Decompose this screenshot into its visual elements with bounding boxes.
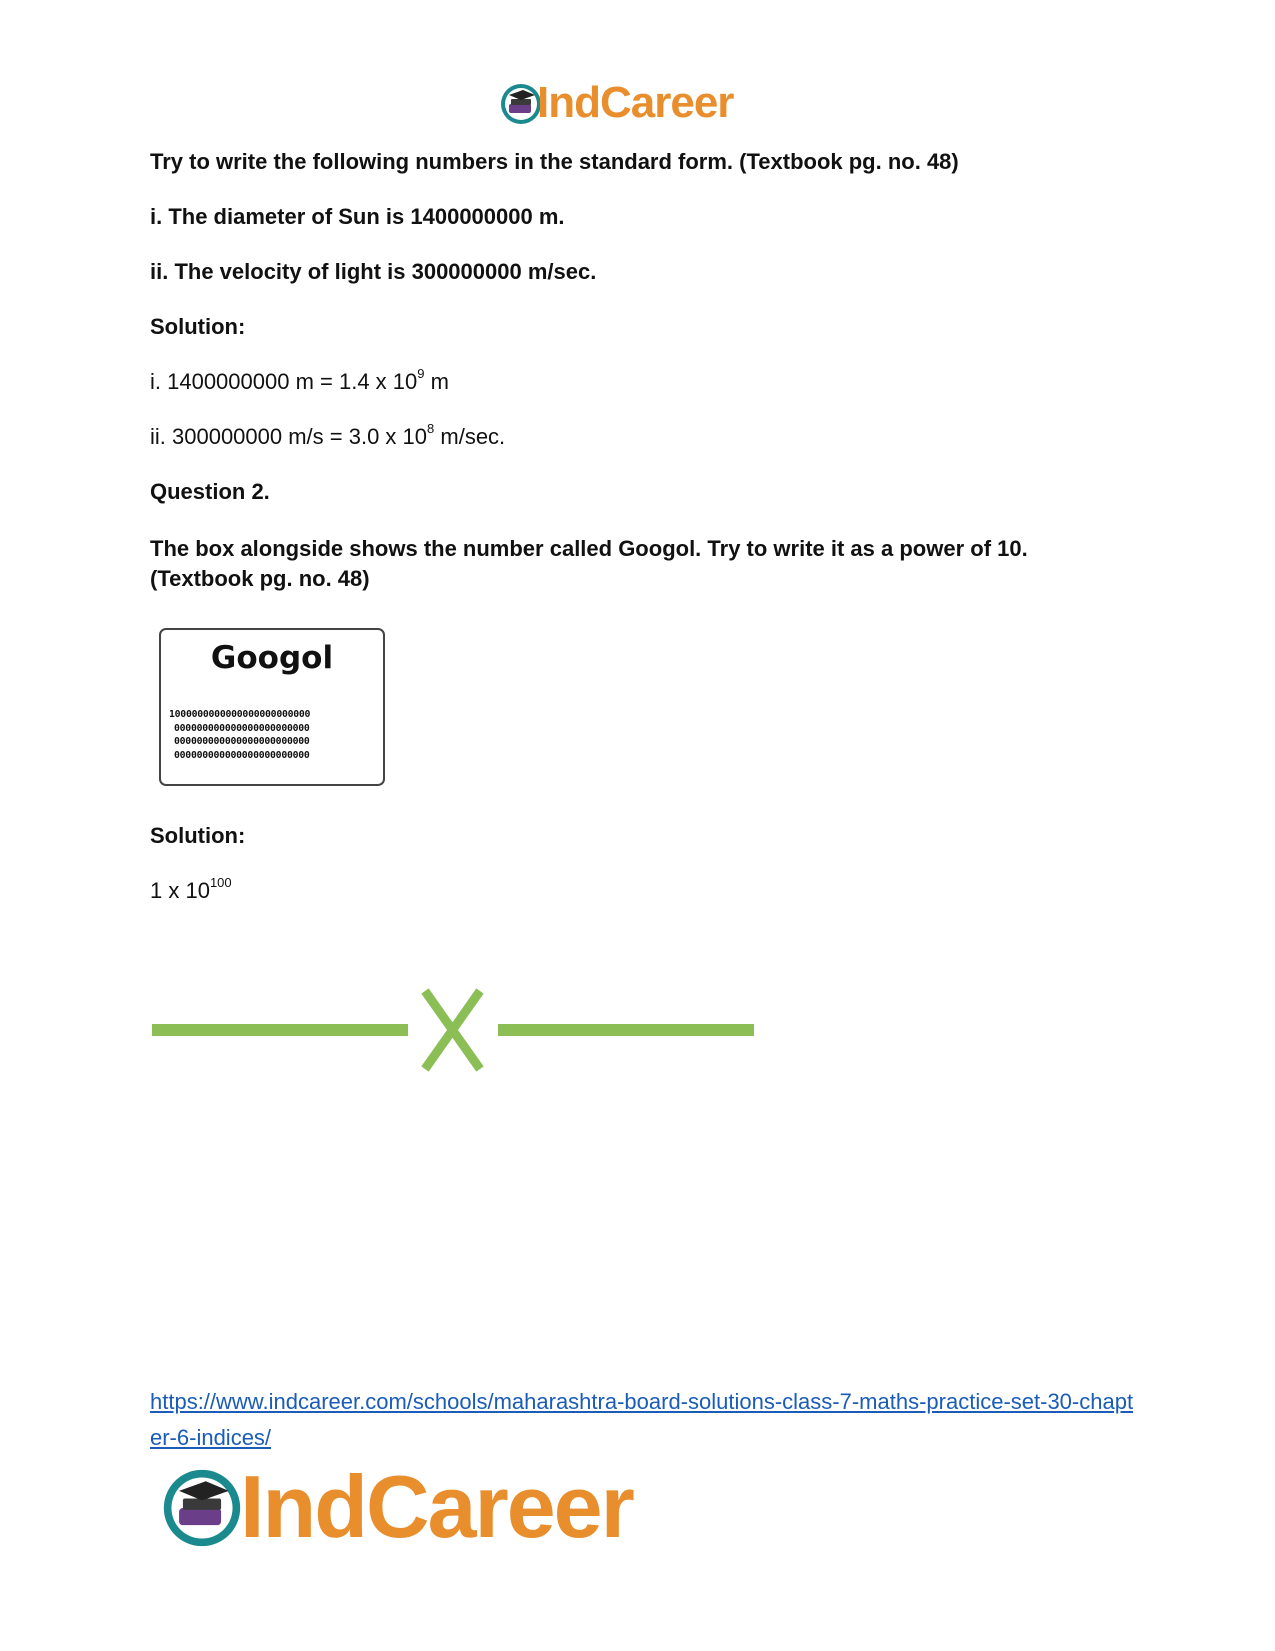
solution-1-ii-suffix: m/sec. bbox=[434, 424, 506, 449]
footer-logo bbox=[160, 1457, 700, 1556]
solution-2-exponent: 100 bbox=[209, 875, 232, 890]
solution-2-answer bbox=[150, 875, 232, 904]
section-divider bbox=[150, 985, 760, 1075]
solution-1-ii-prefix: ii. 300000000 m/s = 3.0 x 10 bbox=[150, 424, 428, 449]
googol-row: 000000000000000000000000 bbox=[174, 749, 310, 761]
question-1-ii: ii. The velocity of light is 300000000 m/sec. bbox=[150, 259, 597, 284]
solution-2-prefix: 1 x 10 bbox=[150, 878, 210, 903]
solution-1-i bbox=[150, 366, 449, 395]
footer-logo-text: IndCareer bbox=[240, 1457, 633, 1556]
header-logo bbox=[499, 80, 769, 126]
solution-1-i-prefix: i. 1400000000 m = 1.4 x 10 bbox=[150, 369, 418, 394]
solution-1-i-exponent: 9 bbox=[417, 366, 425, 381]
question-2-text: The box alongside shows the number called Googol. Try to write it as a power of 10. (Textbook pg. no. 48) bbox=[150, 536, 1028, 591]
solution-1-ii-exponent: 8 bbox=[427, 421, 435, 436]
question-2-label: Question 2. bbox=[150, 479, 270, 504]
source-link[interactable]: https://www.indcareer.com/schools/maharashtra-board-solutions-class-7-maths-practice-set-30-chapter-6-indices/ bbox=[150, 1389, 1134, 1450]
footer-logo-book-icon bbox=[160, 1466, 244, 1550]
divider-left-bar bbox=[152, 1024, 408, 1036]
question-1-i: i. The diameter of Sun is 1400000000 m. bbox=[150, 204, 565, 229]
googol-row: 000000000000000000000000 bbox=[174, 722, 310, 734]
solution-2-label: Solution: bbox=[150, 823, 246, 848]
googol-row: 000000000000000000000000 bbox=[174, 736, 310, 747]
intro-text: Try to write the following numbers in the standard form. (Textbook pg. no. 48) bbox=[150, 149, 959, 174]
logo-text: IndCareer bbox=[537, 78, 734, 127]
divider-cross-icon bbox=[425, 991, 480, 1069]
googol-row: 1000000000000000000000000 bbox=[169, 709, 311, 720]
solution-1-i-suffix: m bbox=[424, 369, 449, 394]
googol-title: Googol bbox=[210, 640, 334, 676]
divider-right-bar bbox=[498, 1024, 754, 1036]
googol-box bbox=[159, 628, 385, 786]
googol-digits bbox=[169, 708, 377, 762]
solution-1-label: Solution: bbox=[150, 314, 246, 339]
solution-1-ii bbox=[150, 421, 506, 450]
